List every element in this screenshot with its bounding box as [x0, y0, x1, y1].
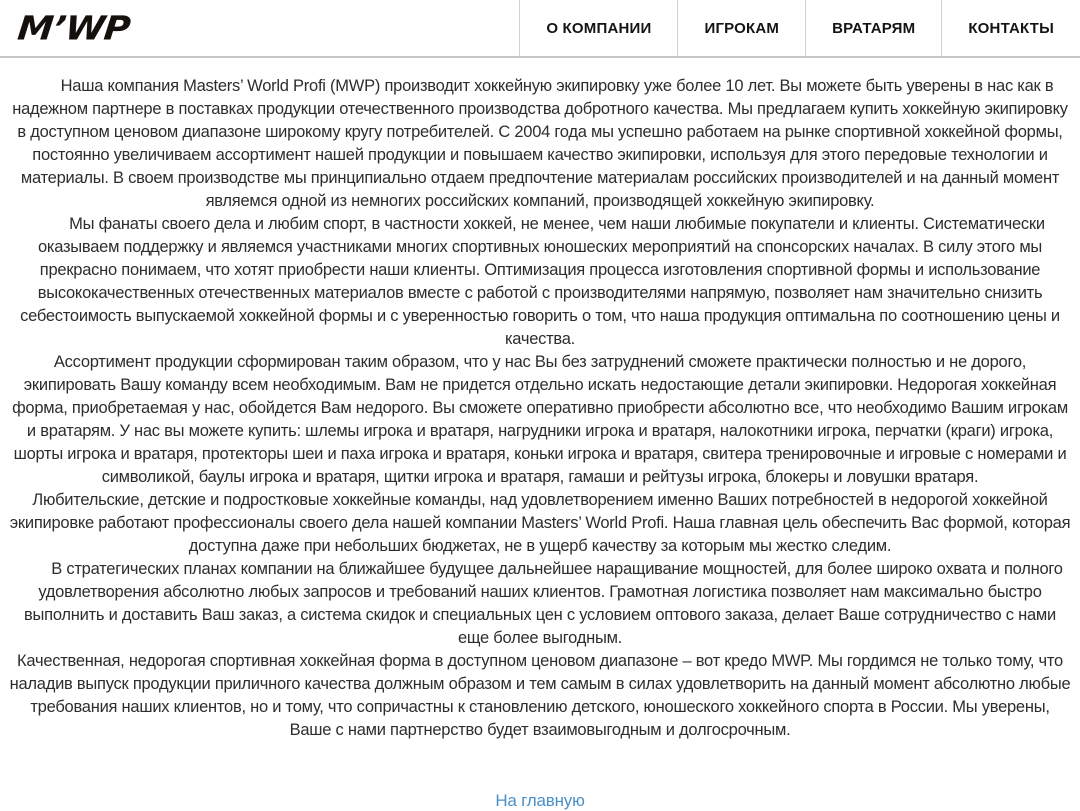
nav-item-contacts[interactable]: КОНТАКТЫ [941, 0, 1080, 56]
home-link-container [8, 791, 1072, 811]
paragraph-strategy: В стратегических планах компании на ближайшее будущее дальнейшее наращивание мощностей, для более широко охвата и полного удовлетворения абсолютно любых запросов и требований наших клиентов. Грамотная логистика позволяет нам максимально быстро выполнить и доставить Ваш заказ, а система скидок и специальных цен с условием оптового заказа, делает Ваше сотрудничество с нами еще более выгодным. [24, 560, 1063, 647]
main-nav [519, 0, 1080, 56]
logo-text: M’WP [15, 10, 132, 48]
nav-item-about-company[interactable]: О КОМПАНИИ [519, 0, 677, 56]
paragraph-credo: Качественная, недорогая спортивная хоккейная форма в доступном ценовом диапазоне – вот кредо MWP. Мы гордимся не только тому, что наладив выпуск продукции приличного качества должным образом и тем самым в силах удовлетворить на данный момент абсолютно любые требования наших клиентов, но и тому, что сопричастны к становлению детского, юношеского хоккейного спорта в России. Мы уверены, Ваше с нами партнерство будет взаимовыгодным и долгосрочным. [9, 652, 1071, 739]
home-link[interactable]: На главную [495, 791, 585, 810]
nav-item-players[interactable]: ИГРОКАМ [677, 0, 805, 56]
nav-item-goalies[interactable]: ВРАТАРЯМ [805, 0, 941, 56]
paragraph-sport-fans: Мы фанаты своего дела и любим спорт, в частности хоккей, не менее, чем наши любимые покупатели и клиенты. Систематически оказываем поддержку и являемся участниками многих спортивных юношеских мероприятий на спонсорских началах. В силу этого мы прекрасно понимаем, что хотят приобрести наши клиенты. Оптимизация процесса изготовления спортивной формы и использование высококачественных отечественных материалов вместе с работой с производителями напрямую, позволяет нам значительно снизить себестоимость выпускаемой хоккейной формы и с уверенностью говорить о том, что наша продукция оптимальна по соотношению цены и качества. [20, 215, 1060, 348]
paragraph-company-intro: Наша компания Masters’ World Profi (MWP) производит хоккейную экипировку уже более 10 лет. Вы можете быть уверены в нас как в надежном партнере в поставках продукции отечественного производства добротного качества. Мы предлагаем купить хоккейную экипировку в доступном ценовом диапазоне широкому кругу потребителей. С 2004 года мы успешно работаем на рынке спортивной хоккейной формы, постоянно увеличиваем ассортимент нашей продукции и повышаем качество экипировки, используя для этого передовые технологии и материалы. В своем производстве мы принципиально отдаем предпочтение материалам российских производителей и на данный момент являемся одной из немногих российских компаний, производящей хоккейную экипировку. [12, 77, 1068, 210]
site-header [0, 0, 1080, 58]
logo[interactable] [0, 0, 519, 56]
paragraph-teams: Любительские, детские и подростковые хоккейные команды, над удовлетворением именно Ваших потребностей в недорогой хоккейной экипировке работают профессионалы своего дела нашей компании Masters’ World Profi. Наша главная цель обеспечить Вас формой, которая доступна даже при небольших бюджетах, не в ущерб качеству за которым мы жестко следим. [9, 491, 1071, 555]
about-company-content [0, 58, 1080, 811]
paragraph-assortment: Ассортимент продукции сформирован таким образом, что у нас Вы без затруднений сможете практически полностью и не дорого, экипировать Вашу команду всем необходимым. Вам не придется отдельно искать недостающие детали экипировки. Недорогая хоккейная форма, приобретаемая у нас, обойдется Вам недорого. Вы сможете оперативно приобрести абсолютно все, что необходимо Вашим игрокам и вратарям. У нас вы можете купить: шлемы игрока и вратаря, нагрудники игрока и вратаря, налокотники игрока, перчатки (краги) игрока, шорты игрока и вратаря, протекторы шеи и паха игрока и вратаря, коньки игрока и вратаря, свитера тренировочные и игровые с номерами и символикой, баулы игрока и вратаря, щитки игрока и вратаря, гамаши и рейтузы игрока, блокеры и ловушки вратаря. [12, 353, 1068, 486]
